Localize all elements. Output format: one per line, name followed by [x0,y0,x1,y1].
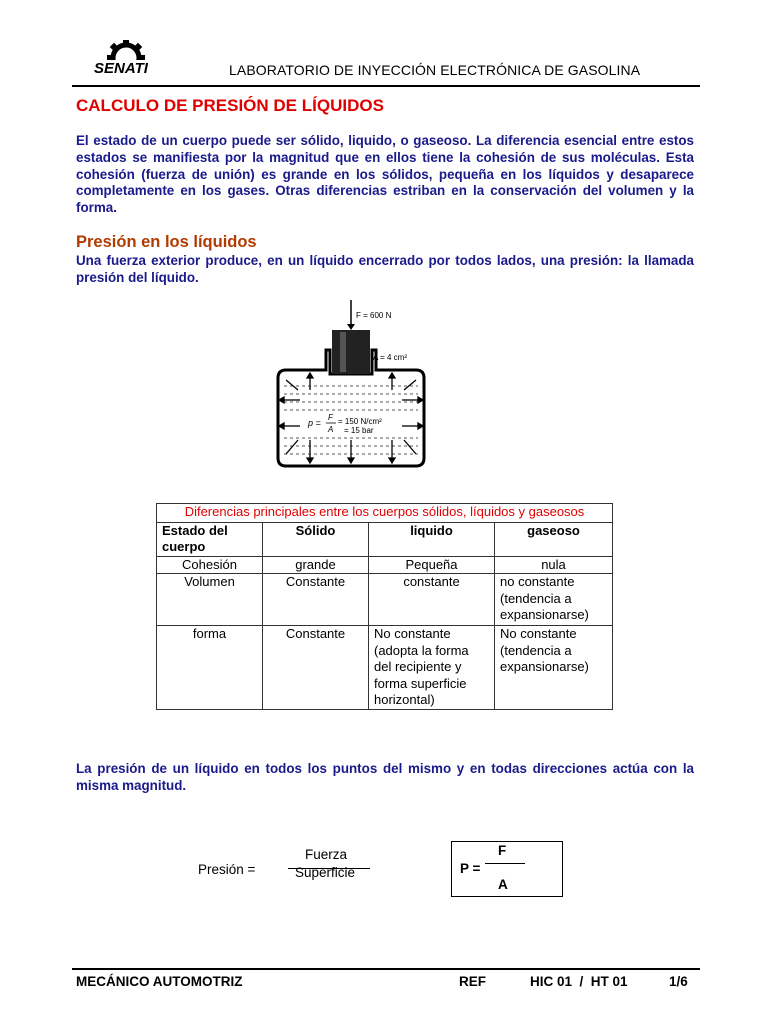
footer-code: HIC 01 / HT 01 [530,974,628,989]
table-row [157,556,613,574]
section-heading: Presión en los líquidos [76,233,257,251]
formula-denominator: Superficie [295,865,356,880]
diagram-pressure-2: = 15 bar [344,426,374,435]
intro-paragraph: El estado de un cuerpo puede ser sólido, liquido, o gaseoso. La diferencia esencial entre estos estados se manifiesta por la magnitud que en ellos tiene la cohesión de sus moléculas. Esta cohesión (fuerza de unión) es grande en los sólidos, pequeña en los líquidos y desaparece completamente en los gases. Otras diferencias estriban en la conservación del volumen y la forma. [76,133,694,216]
table-header: gaseoso [495,522,613,556]
table-cell: nula [495,556,613,574]
senati-logo [78,40,164,76]
table-cell: No constante (adopta la forma del recipiente y forma superficie horizontal) [369,626,495,710]
page-title: CALCULO DE PRESIÓN DE LÍQUIDOS [76,96,384,115]
force-label: F = 600 N [356,311,392,320]
uniform-pressure-paragraph: La presión de un líquido en todos los puntos del mismo y en todas direcciones actúa con la misma magnitud. [76,761,694,793]
table-cell: Constante [263,626,369,710]
table-header: Estado del cuerpo [157,522,263,556]
header-divider [72,85,700,87]
footer-course: MECÁNICO AUTOMOTRIZ [76,974,243,989]
formula-box-p: P = [460,861,481,876]
table-cell: Volumen [157,574,263,626]
table-cell: No constante (tendencia a expansionarse) [495,626,613,710]
table-caption: Diferencias principales entre los cuerpos sólidos, líquidos y gaseosos [157,504,613,523]
table-header: Sólido [263,522,369,556]
table-row [157,574,613,626]
footer-divider [72,968,700,970]
table-row [157,626,613,710]
formula-numerator: Fuerza [305,847,348,862]
table-cell: Constante [263,574,369,626]
differences-table [156,503,613,710]
table-cell: grande [263,556,369,574]
logo-wordmark: SENATI [94,60,148,76]
diagram-p-symbol: p = [308,418,321,428]
table-cell: no constante (tendencia a expansionarse) [495,574,613,626]
table-cell: Cohesión [157,556,263,574]
piston [332,330,370,374]
table-cell: Pequeña [369,556,495,574]
footer-page-number: 1/6 [669,974,688,989]
formula-box-numerator: F [498,843,507,858]
table-header-row [157,522,613,556]
lab-title: LABORATORIO DE INYECCIÓN ELECTRÓNICA DE GASOLINA [229,62,641,78]
table-header: liquido [369,522,495,556]
diagram-fraction-num: F [328,413,333,422]
section-paragraph: Una fuerza exterior produce, en un líquido encerrado por todos lados, una presión: la llamada presión del líquido. [76,253,694,285]
pressure-diagram [270,300,432,468]
table-caption-row [157,504,613,523]
formula-box-fraction-line [485,863,525,864]
table-cell: forma [157,626,263,710]
footer-ref: REF [459,974,486,989]
formula-label: Presión = [198,862,256,877]
area-label: A = 4 cm² [373,353,408,362]
formula-box-denominator: A [498,877,508,892]
table-cell: constante [369,574,495,626]
diagram-pressure-1: = 150 N/cm² [338,417,382,426]
diagram-fraction-den: A [328,425,334,434]
